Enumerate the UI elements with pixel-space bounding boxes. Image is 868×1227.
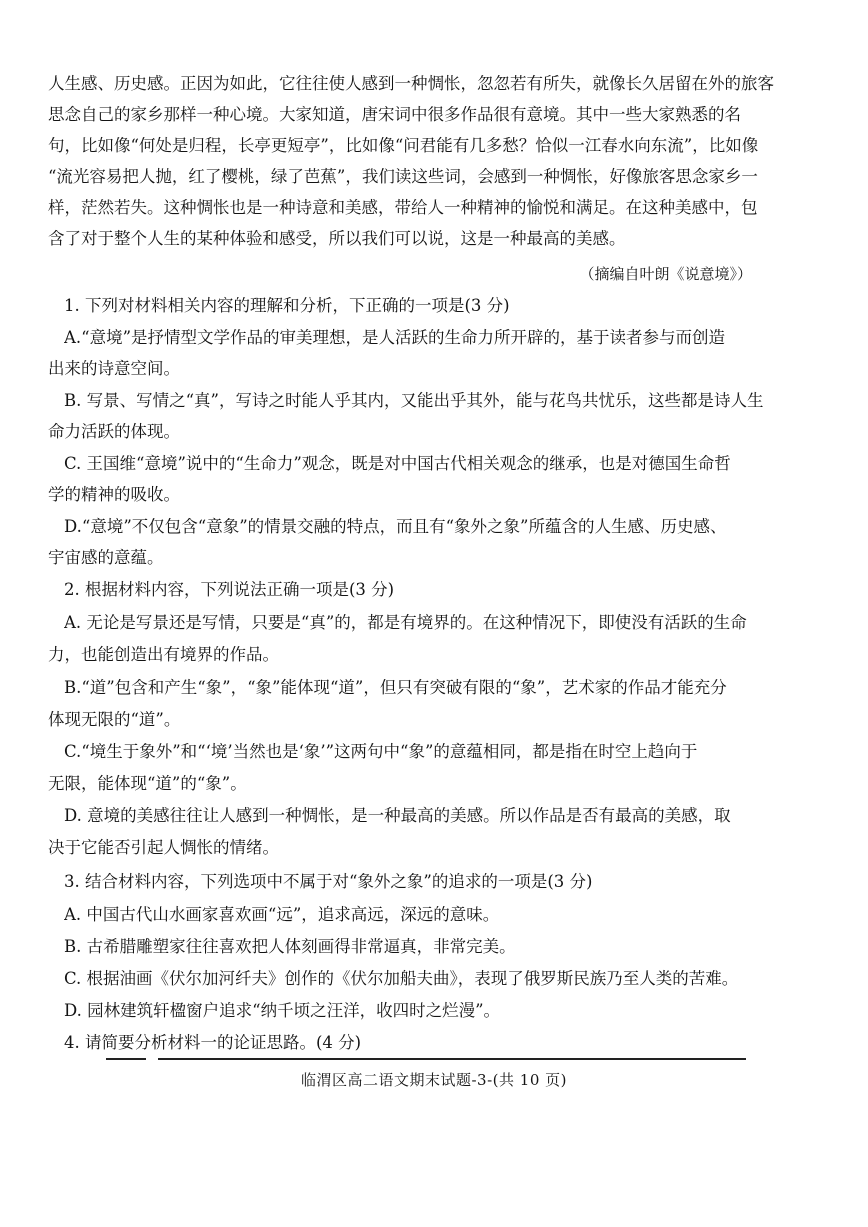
- passage-line: “流光容易把人抛，红了樱桃，绿了芭蕉”，我们读这些词，会感到一种惆怅，好像旅客思念家乡一: [48, 167, 758, 186]
- passage-line: 思念自己的家乡那样一种心境。大家知道，唐宋词中很多作品很有意境。其中一些大家熟悉的名: [48, 105, 741, 124]
- question-1-option-a-cont: 出来的诗意空间。: [48, 359, 180, 378]
- question-3-option-a: A. 中国古代山水画家喜欢画“远”，追求高远，深远的意味。: [64, 905, 500, 924]
- question-3-stem: 3. 结合材料内容，下列选项中不属于对“象外之象”的追求的一项是(3 分): [64, 872, 593, 891]
- question-2-option-d-cont: 决于它能否引起人惆怅的情绪。: [48, 838, 279, 857]
- passage-source: （摘编自叶朗《说意境》）: [579, 265, 752, 283]
- question-1-option-a: A.“意境”是抒情型文学作品的审美理想，是人活跃的生命力所开辟的，基于读者参与而创造: [64, 328, 726, 347]
- question-2-option-c-cont: 无限，能体现“道”的“象”。: [48, 774, 247, 793]
- page-footer: 临渭区高二语文期末试题-3-(共 10 页): [300, 1071, 567, 1089]
- question-1-stem: 1. 下列对材料相关内容的理解和分析，下正确的一项是(3 分): [64, 296, 510, 315]
- question-1-option-c-cont: 学的精神的吸收。: [48, 485, 180, 504]
- passage-line: 含了对于整个人生的某种体验和感受，所以我们可以说，这是一种最高的美感。: [48, 229, 626, 248]
- footer-rule: [106, 1058, 746, 1060]
- passage-line: 句，比如像“何处是归程，长亭更短亭”，比如像“问君能有几多愁？恰似一江春水向东流”，比如像: [48, 136, 759, 155]
- passage-line: 人生感、历史感。正因为如此，它往往使人感到一种惆怅，忽忽若有所失，就像长久居留在外的旅客: [48, 74, 774, 93]
- question-1-option-d: D.“意境”不仅包含“意象”的情景交融的特点，而且有“象外之象”所蕴含的人生感、历史感、: [64, 517, 727, 536]
- passage-line: 样，茫然若失。这种惆怅也是一种诗意和美感，带给人一种精神的愉悦和满足。在这种美感中，包: [48, 198, 758, 217]
- question-3-option-b: B. 古希腊雕塑家往往喜欢把人体刻画得非常逼真，非常完美。: [64, 937, 516, 956]
- question-2-option-c: C.“境生于象外”和“‘境’当然也是‘象’”这两句中“象”的意蕴相同，都是指在时空上趋向于: [64, 742, 698, 761]
- question-1-option-c: C. 王国维“意境”说中的“生命力”观念，既是对中国古代相关观念的继承，也是对德国生命哲: [64, 454, 731, 473]
- question-1-option-d-cont: 宇宙感的意蕴。: [48, 548, 164, 567]
- question-2-option-b: B.“道”包含和产生“象”，“象”能体现“道”，但只有突破有限的“象”，艺术家的作品才能充分: [64, 678, 727, 697]
- question-2-option-b-cont: 体现无限的“道”。: [48, 710, 181, 729]
- question-2-stem: 2. 根据材料内容，下列说法正确一项是(3 分): [64, 580, 395, 599]
- question-4-stem: 4. 请简要分析材料一的论证思路。(4 分): [64, 1033, 362, 1052]
- question-2-option-a: A. 无论是写景还是写情，只要是“真”的，都是有境界的。在这种情况下，即使没有活跃的生命: [64, 613, 747, 632]
- question-1-option-b-cont: 命力活跃的体现。: [48, 422, 180, 441]
- question-3-option-c: C. 根据油画《伏尔加河纤夫》创作的《伏尔加船夫曲》，表现了俄罗斯民族乃至人类的苦难。: [64, 969, 739, 988]
- question-2-option-d: D. 意境的美感往往让人感到一种惆怅，是一种最高的美感。所以作品是否有最高的美感，取: [64, 806, 731, 825]
- question-2-option-a-cont: 力，也能创造出有境界的作品。: [48, 645, 279, 664]
- question-3-option-d: D. 园林建筑轩楹窗户追求“纳千顷之汪洋，收四时之烂漫”。: [64, 1001, 501, 1020]
- question-1-option-b: B. 写景、写情之“真”，写诗之时能人乎其内，又能出乎其外，能与花鸟共忧乐，这些都是诗人生: [64, 391, 764, 410]
